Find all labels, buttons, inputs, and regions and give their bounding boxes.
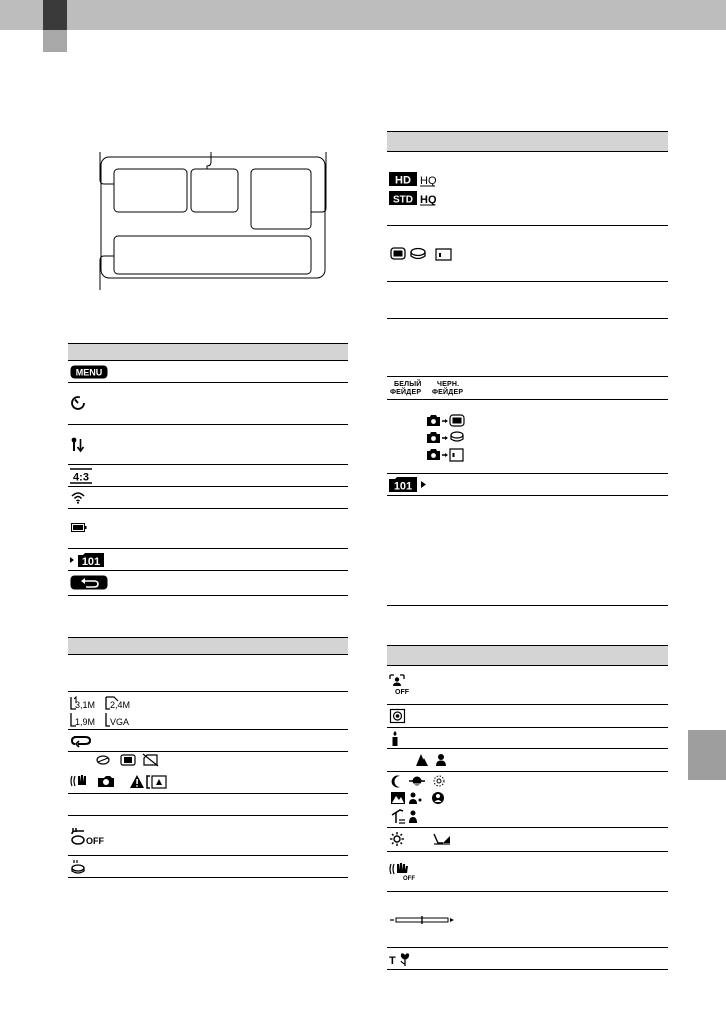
battery-icon [71,523,87,532]
table-row [387,666,668,705]
table-row [387,377,668,400]
svg-text:3,1M: 3,1M [75,700,96,710]
svg-text:OFF: OFF [395,689,409,696]
svg-text:HD: HD [395,174,411,187]
table-row [387,152,668,226]
svg-text:4:3: 4:3 [73,471,89,484]
photo-copy-icons [427,414,467,464]
folder-play-icon [389,477,435,493]
wireless-signal-icon [71,491,85,504]
mic-level-icon [71,437,85,453]
warning-icons [70,754,180,792]
table-row [68,692,348,730]
table-row [387,772,668,828]
table-row [387,892,668,948]
table-row [387,282,668,319]
svg-text:HQ: HQ [420,175,437,187]
table-row [68,487,348,509]
area-top-center [191,169,238,212]
table-row [68,794,348,816]
return-button-icon [70,575,108,590]
menu-button-icon [70,365,108,379]
table-row [68,361,348,383]
svg-text:2,4M: 2,4M [110,700,131,710]
table-row [387,474,668,496]
aspect-ratio-icon [70,468,94,484]
table-row [387,749,668,772]
svg-text:101: 101 [81,556,101,568]
area-top-right [251,169,311,229]
fader-word-2: ФЕЙДЕР [432,389,464,396]
steadyshot-off-icon [389,861,419,881]
fader-black-label: ЧЕРН. [437,381,460,388]
recording-quality-icons [389,172,449,208]
svg-text:VGA: VGA [110,717,130,727]
tele-macro-icon [389,951,413,967]
area-bottom [114,236,311,274]
low-light-icon [391,731,399,746]
table-row [387,828,668,852]
callout-line-2 [207,152,211,169]
table-row [387,400,668,474]
table-row [68,730,348,752]
table-row [68,856,348,878]
self-timer-icon [70,395,86,411]
svg-text:STD: STD [393,194,413,206]
table-row [387,705,668,728]
table-row [68,425,348,465]
table-row [68,383,348,425]
svg-text:OFF: OFF [403,876,415,882]
table-row [387,728,668,749]
table-row [68,816,348,856]
right-indicator-table-1 [387,131,668,606]
left-indicator-table-2 [68,637,348,880]
svg-text:MENU: MENU [75,367,103,378]
hdd-icon [70,859,88,875]
repeat-icon [70,734,92,747]
media-icons [390,247,456,261]
fader-word-1: ФЕЙДЕР [390,389,422,396]
svg-text:T: T [389,955,396,967]
fader-white-label: БЕЛЫЙ [394,381,422,388]
right-indicator-table-2 [387,645,668,970]
screen-outline [101,157,325,278]
table-row [387,226,668,282]
exposure-slider-icon [390,916,456,924]
image-size-icons [70,695,140,729]
table-row [68,509,348,549]
left-indicator-table-1 [68,343,348,598]
table-row [68,752,348,794]
table-row [387,852,668,892]
svg-text:1,9M: 1,9M [75,717,96,727]
folder-101-icon [70,553,106,567]
table-header [387,131,668,152]
svg-text:OFF: OFF [86,836,104,846]
face-detection-off-icon [390,675,416,695]
side-section-tab [688,730,726,780]
white-balance-icons [390,832,460,847]
table-row [387,948,668,970]
table-row [68,465,348,487]
svg-text:101: 101 [393,480,413,493]
scene-selection-icons [390,774,450,826]
table-header [387,645,668,666]
table-row [387,496,668,606]
table-header [68,637,348,655]
table-row [68,655,348,692]
table-row [387,319,668,377]
table-row [68,549,348,571]
table-row [68,571,348,596]
face-detect-off-icon [70,826,104,846]
svg-text:HQ: HQ [420,194,437,206]
focus-icons [416,753,452,767]
spot-meter-icon [390,709,406,724]
area-top-left [114,169,187,212]
table-header [68,343,348,361]
